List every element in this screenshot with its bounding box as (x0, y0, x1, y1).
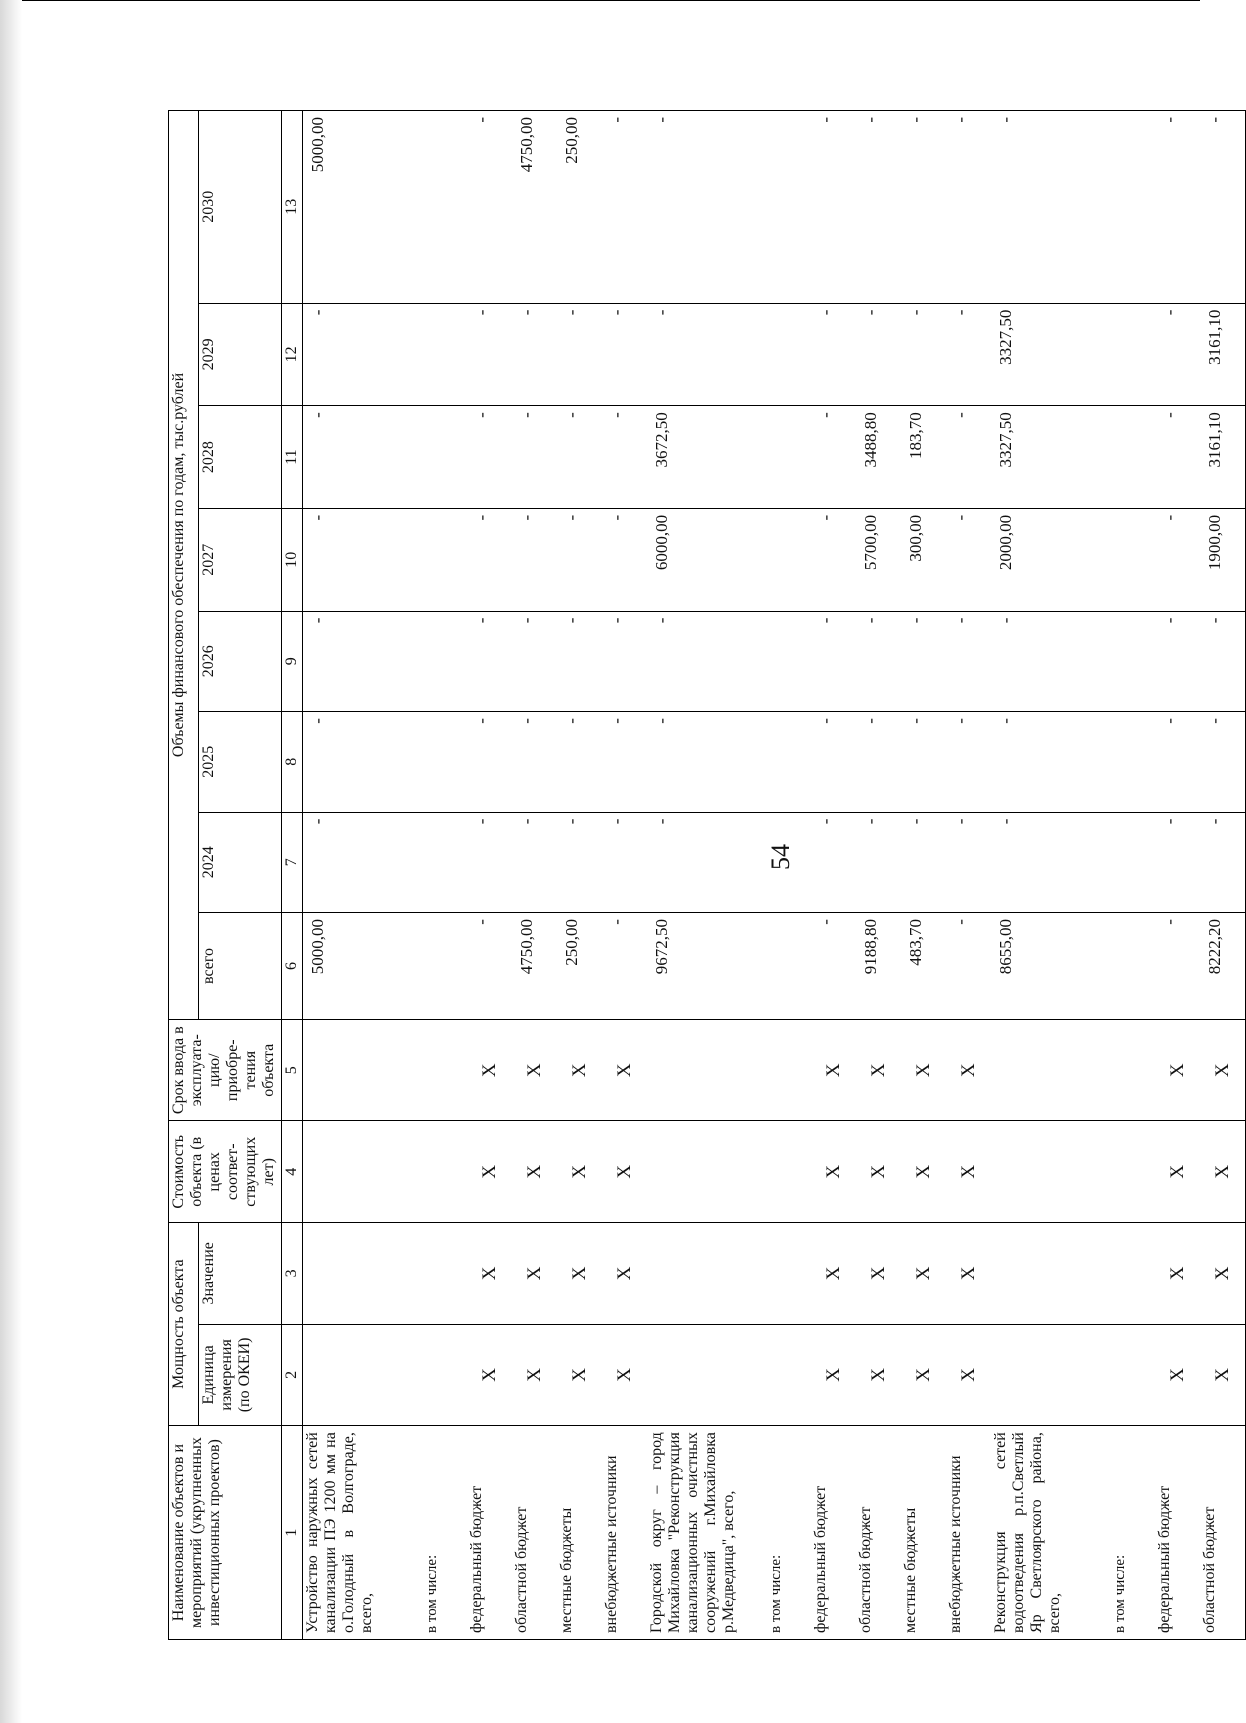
cell-year-amount: 5700,00 (856, 508, 901, 611)
col-number: 1 (282, 1426, 303, 1640)
cell-total: - (467, 913, 512, 1020)
cell-year-amount: 3672,50 (647, 406, 766, 509)
cell-year-amount: - (647, 812, 766, 913)
cell-year-amount: 2000,00 (991, 508, 1110, 611)
cell-value: Х (512, 1223, 557, 1325)
table-row (856, 111, 901, 1640)
col-number: 4 (282, 1121, 303, 1223)
cell-year-amount: 3327,50 (991, 303, 1110, 406)
row-name: Городской округ – город Михайловка "Реконструкция канализационных очистных сооружений г.Михайловка р.Медведица", всего, (647, 1426, 766, 1640)
cell-year-amount: - (467, 611, 512, 712)
cell-unit (766, 1324, 811, 1426)
cell-year-amount: - (303, 611, 423, 712)
cell-year-amount: - (991, 611, 1110, 712)
cell-year-amount: - (1200, 712, 1246, 813)
table-body (303, 111, 1246, 1640)
cell-year-amount: - (647, 611, 766, 712)
cell-cost: Х (602, 1121, 647, 1223)
cell-year-amount: - (512, 812, 557, 913)
header-year: 2026 (199, 611, 282, 712)
cell-year-amount (422, 303, 467, 406)
cell-year-amount: - (856, 611, 901, 712)
cell-cost: Х (1200, 1121, 1246, 1223)
cell-year-amount: - (811, 712, 856, 813)
cell-commission: Х (901, 1019, 946, 1121)
cell-year-amount (1110, 712, 1155, 813)
header-year: 2024 (199, 812, 282, 913)
cell-year-amount: 1900,00 (1200, 508, 1246, 611)
table-row (512, 111, 557, 1640)
cell-cost (766, 1121, 811, 1223)
cell-cost: Х (557, 1121, 602, 1223)
table-row (1200, 111, 1246, 1640)
cell-value: Х (811, 1223, 856, 1325)
row-name: федеральный бюджет (811, 1426, 856, 1640)
cell-year-amount: - (901, 812, 946, 913)
cell-total (422, 913, 467, 1020)
header-finance-group: Объемы финансового обеспечения по годам, тыс.рублей (169, 111, 199, 1020)
cell-year-amount (766, 303, 811, 406)
cell-unit: Х (467, 1324, 512, 1426)
cell-year-amount: - (602, 111, 647, 304)
cell-year-amount (422, 812, 467, 913)
cell-year-amount: 3161,10 (1200, 406, 1246, 509)
cell-year-amount: - (1200, 812, 1246, 913)
col-number: 9 (282, 611, 303, 712)
cell-value: Х (557, 1223, 602, 1325)
cell-year-amount: - (856, 712, 901, 813)
cell-year-amount (766, 712, 811, 813)
row-name: внебюджетные источники (946, 1426, 991, 1640)
cell-year-amount: - (512, 303, 557, 406)
cell-value (766, 1223, 811, 1325)
cell-total: - (946, 913, 991, 1020)
cell-commission (766, 1019, 811, 1121)
cell-year-amount: - (1155, 406, 1200, 509)
row-name: в том числе: (1110, 1426, 1155, 1640)
row-name: местные бюджеты (901, 1426, 946, 1640)
row-name: федеральный бюджет (1155, 1426, 1200, 1640)
cell-year-amount: - (811, 812, 856, 913)
cell-unit: Х (901, 1324, 946, 1426)
cell-year-amount: - (467, 303, 512, 406)
col-number: 12 (282, 303, 303, 406)
row-name: федеральный бюджет (467, 1426, 512, 1640)
table-row (1110, 111, 1155, 1640)
cell-year-amount (1110, 812, 1155, 913)
cell-year-amount: - (303, 812, 423, 913)
cell-value: Х (467, 1223, 512, 1325)
cell-year-amount: - (557, 611, 602, 712)
col-number: 8 (282, 712, 303, 813)
header-unit: Единица измерения (по ОКЕИ) (199, 1324, 282, 1426)
cell-year-amount: - (467, 406, 512, 509)
table-row (303, 111, 423, 1640)
cell-year-amount: - (467, 508, 512, 611)
cell-year-amount: - (557, 508, 602, 611)
cell-year-amount: - (946, 508, 991, 611)
cell-year-amount: - (647, 712, 766, 813)
row-name: областной бюджет (856, 1426, 901, 1640)
cell-unit: Х (946, 1324, 991, 1426)
cell-commission: Х (811, 1019, 856, 1121)
finance-table (168, 110, 1246, 1640)
cell-commission: Х (1200, 1019, 1246, 1121)
cell-total: - (1155, 913, 1200, 1020)
table-row (467, 111, 512, 1640)
page-number: 54 (766, 844, 795, 870)
header-year: 2027 (199, 508, 282, 611)
cell-cost (303, 1121, 423, 1223)
cell-year-amount: - (512, 712, 557, 813)
cell-cost (422, 1121, 467, 1223)
cell-year-amount: - (1155, 712, 1200, 813)
cell-total (1110, 913, 1155, 1020)
cell-cost (991, 1121, 1110, 1223)
cell-cost (647, 1121, 766, 1223)
cell-year-amount: - (811, 111, 856, 304)
cell-year-amount: - (946, 111, 991, 304)
cell-commission (303, 1019, 423, 1121)
table-row (647, 111, 766, 1640)
cell-year-amount: - (901, 712, 946, 813)
cell-commission (647, 1019, 766, 1121)
table-row (1155, 111, 1200, 1640)
row-name: Реконструкция сетей водоотведения р.п.Светлый Яр Светлоярского района, всего, (991, 1426, 1110, 1640)
cell-year-amount: 3488,80 (856, 406, 901, 509)
cell-cost: Х (901, 1121, 946, 1223)
cell-commission: Х (856, 1019, 901, 1121)
row-name: внебюджетные источники (602, 1426, 647, 1640)
col-number: 13 (282, 111, 303, 304)
cell-total: 4750,00 (512, 913, 557, 1020)
cell-year-amount: 3327,50 (991, 406, 1110, 509)
cell-unit: Х (811, 1324, 856, 1426)
cell-commission: Х (946, 1019, 991, 1121)
cell-year-amount (422, 508, 467, 611)
header-commission: Срок ввода в эксплуата-цию/приобре-тения объекта (169, 1019, 282, 1121)
cell-year-amount: - (856, 812, 901, 913)
header-name: Наименование объектов и мероприятий (укрупненных инвестиционных проектов) (169, 1426, 282, 1640)
cell-commission: Х (512, 1019, 557, 1121)
cell-total: 250,00 (557, 913, 602, 1020)
cell-commission: Х (557, 1019, 602, 1121)
cell-value (647, 1223, 766, 1325)
col-number: 11 (282, 406, 303, 509)
table-row (557, 111, 602, 1640)
cell-year-amount: - (557, 303, 602, 406)
cell-year-amount: 3161,10 (1200, 303, 1246, 406)
cell-unit (422, 1324, 467, 1426)
cell-year-amount: - (467, 712, 512, 813)
cell-cost: Х (467, 1121, 512, 1223)
cell-year-amount: - (946, 812, 991, 913)
cell-year-amount: - (303, 508, 423, 611)
row-name: местные бюджеты (557, 1426, 602, 1640)
cell-year-amount: - (1155, 303, 1200, 406)
cell-cost: Х (512, 1121, 557, 1223)
cell-total: 5000,00 (303, 913, 423, 1020)
header-year: 2029 (199, 303, 282, 406)
cell-total (766, 913, 811, 1020)
cell-year-amount (1110, 611, 1155, 712)
cell-year-amount (766, 508, 811, 611)
cell-year-amount: 250,00 (557, 111, 602, 304)
cell-year-amount: - (602, 611, 647, 712)
cell-total: - (811, 913, 856, 1020)
cell-year-amount (422, 712, 467, 813)
cell-cost: Х (1155, 1121, 1200, 1223)
cell-cost: Х (946, 1121, 991, 1223)
cell-cost: Х (811, 1121, 856, 1223)
cell-year-amount: - (512, 611, 557, 712)
header-total: всего (199, 913, 282, 1020)
cell-year-amount (1110, 508, 1155, 611)
cell-year-amount: 6000,00 (647, 508, 766, 611)
table-row (422, 111, 467, 1640)
cell-year-amount: - (467, 812, 512, 913)
cell-value: Х (1155, 1223, 1200, 1325)
cell-year-amount: - (602, 406, 647, 509)
cell-commission: Х (467, 1019, 512, 1121)
cell-value: Х (602, 1223, 647, 1325)
table-row (602, 111, 647, 1640)
cell-unit: Х (512, 1324, 557, 1426)
cell-year-amount: - (557, 406, 602, 509)
cell-unit: Х (856, 1324, 901, 1426)
rotated-table-container (168, 110, 1233, 1640)
cell-year-amount: - (946, 611, 991, 712)
header-year: 2030 (199, 111, 282, 304)
col-number: 3 (282, 1223, 303, 1325)
cell-year-amount: - (303, 303, 423, 406)
cell-year-amount: - (467, 111, 512, 304)
cell-year-amount: - (602, 508, 647, 611)
cell-year-amount: - (946, 712, 991, 813)
cell-commission (991, 1019, 1110, 1121)
cell-year-amount (766, 611, 811, 712)
cell-year-amount (1110, 111, 1155, 304)
cell-value: Х (901, 1223, 946, 1325)
cell-value: Х (856, 1223, 901, 1325)
cell-year-amount: - (303, 406, 423, 509)
header-year: 2028 (199, 406, 282, 509)
cell-year-amount (1110, 303, 1155, 406)
cell-total: 8655,00 (991, 913, 1110, 1020)
cell-year-amount: - (991, 712, 1110, 813)
cell-year-amount (766, 812, 811, 913)
cell-year-amount: - (1200, 611, 1246, 712)
cell-year-amount: - (602, 712, 647, 813)
cell-year-amount: - (901, 303, 946, 406)
cell-year-amount: - (1155, 508, 1200, 611)
header-power-group: Мощность объекта (169, 1223, 199, 1426)
cell-year-amount: - (811, 303, 856, 406)
cell-value: Х (946, 1223, 991, 1325)
page-top-edge (0, 0, 1200, 1)
cell-year-amount: - (512, 406, 557, 509)
table-row (901, 111, 946, 1640)
cell-year-amount (1110, 406, 1155, 509)
cell-year-amount (422, 611, 467, 712)
cell-commission: Х (602, 1019, 647, 1121)
cell-value (422, 1223, 467, 1325)
header-year: 2025 (199, 712, 282, 813)
cell-unit: Х (557, 1324, 602, 1426)
cell-year-amount: 4750,00 (512, 111, 557, 304)
col-number: 10 (282, 508, 303, 611)
cell-year-amount (766, 406, 811, 509)
cell-total: 9672,50 (647, 913, 766, 1020)
cell-commission: Х (1155, 1019, 1200, 1121)
cell-year-amount: - (1155, 812, 1200, 913)
col-number: 6 (282, 913, 303, 1020)
cell-year-amount: - (811, 508, 856, 611)
cell-year-amount: 183,70 (901, 406, 946, 509)
scan-left-shadow (0, 0, 22, 1723)
col-number: 7 (282, 812, 303, 913)
cell-value (1110, 1223, 1155, 1325)
cell-commission (422, 1019, 467, 1121)
table-row (946, 111, 991, 1640)
cell-year-amount: - (946, 406, 991, 509)
cell-year-amount: - (557, 712, 602, 813)
cell-year-amount: - (991, 111, 1110, 304)
cell-value: Х (1200, 1223, 1246, 1325)
cell-unit: Х (1200, 1324, 1246, 1426)
row-name: в том числе: (766, 1426, 811, 1640)
cell-year-amount: - (811, 406, 856, 509)
cell-unit: Х (602, 1324, 647, 1426)
cell-year-amount: - (512, 508, 557, 611)
cell-unit (1110, 1324, 1155, 1426)
cell-total: 8222,20 (1200, 913, 1246, 1020)
cell-year-amount (422, 406, 467, 509)
cell-year-amount: - (602, 812, 647, 913)
table-row (766, 111, 811, 1640)
header-cost: Стоимость объекта (в ценах соответ-ствующих лет) (169, 1121, 282, 1223)
cell-year-amount: - (557, 812, 602, 913)
cell-year-amount (766, 111, 811, 304)
cell-cost: Х (856, 1121, 901, 1223)
cell-year-amount: - (901, 111, 946, 304)
cell-year-amount: - (303, 712, 423, 813)
cell-year-amount: - (811, 611, 856, 712)
cell-year-amount: - (647, 303, 766, 406)
cell-year-amount: 300,00 (901, 508, 946, 611)
cell-year-amount (422, 111, 467, 304)
col-number: 2 (282, 1324, 303, 1426)
cell-total: 483,70 (901, 913, 946, 1020)
cell-total: - (602, 913, 647, 1020)
table-row (811, 111, 856, 1640)
col-number: 5 (282, 1019, 303, 1121)
cell-commission (1110, 1019, 1155, 1121)
cell-total: 9188,80 (856, 913, 901, 1020)
cell-year-amount: - (602, 303, 647, 406)
cell-value (303, 1223, 423, 1325)
cell-year-amount: - (991, 812, 1110, 913)
cell-year-amount: 5000,00 (303, 111, 423, 304)
cell-unit: Х (1155, 1324, 1200, 1426)
cell-year-amount: - (856, 111, 901, 304)
cell-year-amount: - (901, 611, 946, 712)
cell-year-amount: - (1155, 611, 1200, 712)
header-value: Значение (199, 1223, 282, 1325)
cell-year-amount: - (647, 111, 766, 304)
cell-cost (1110, 1121, 1155, 1223)
cell-unit (303, 1324, 423, 1426)
row-name: в том числе: (422, 1426, 467, 1640)
cell-unit (991, 1324, 1110, 1426)
cell-year-amount: - (1200, 111, 1246, 304)
row-name: областной бюджет (512, 1426, 557, 1640)
cell-year-amount: - (1155, 111, 1200, 304)
cell-unit (647, 1324, 766, 1426)
row-name: Устройство наружных сетей канализации ПЭ 1200 мм на о.Голодный в Волгограде, всего, (303, 1426, 423, 1640)
cell-value (991, 1223, 1110, 1325)
row-name: областной бюджет (1200, 1426, 1246, 1640)
cell-year-amount: - (946, 303, 991, 406)
cell-year-amount: - (856, 303, 901, 406)
table-row (991, 111, 1110, 1640)
